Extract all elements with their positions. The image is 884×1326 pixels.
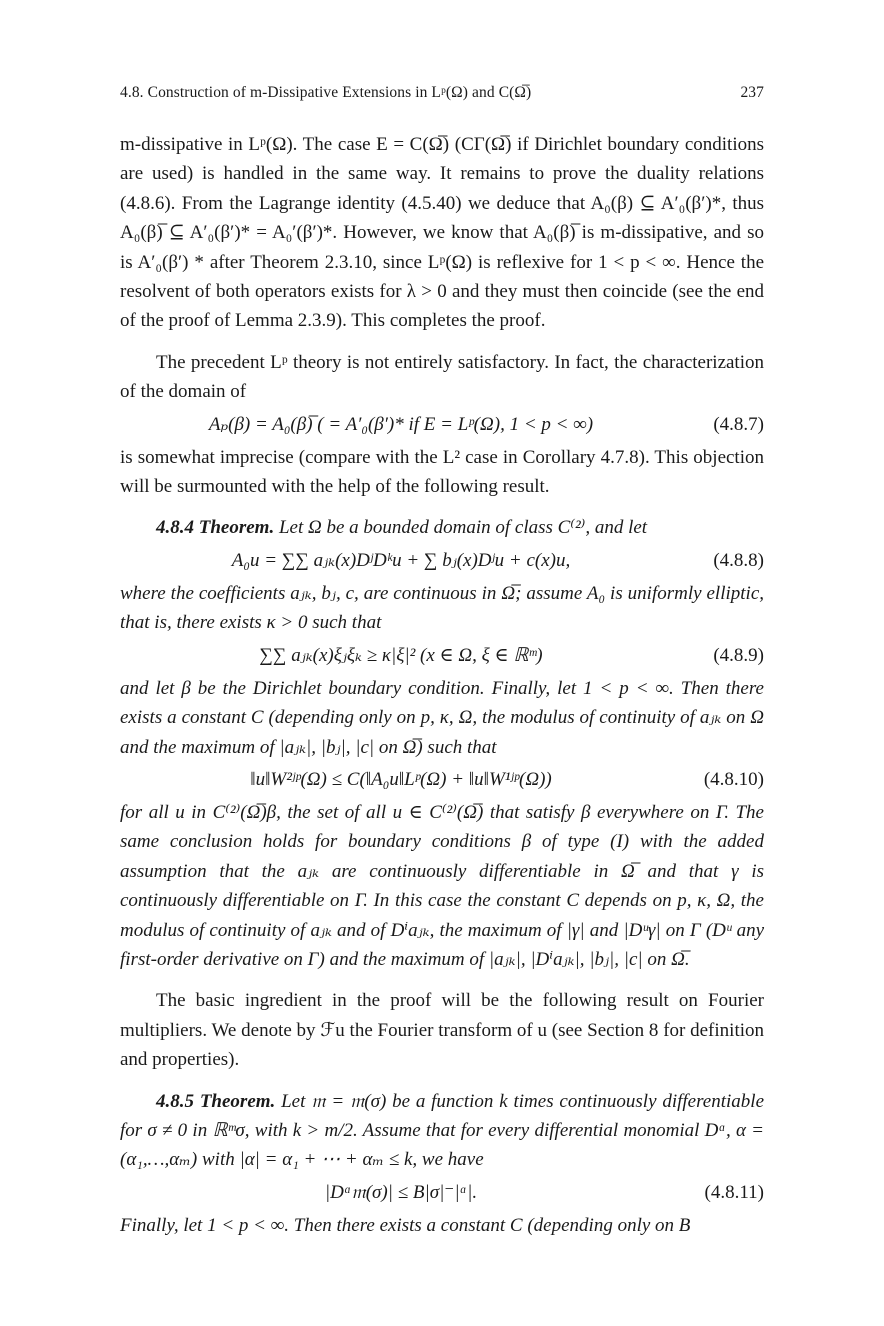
equation-body: A₀u = ∑∑ aⱼₖ(x)DʲDᵏu + ∑ bⱼ(x)Dʲu + c(x)u, bbox=[231, 550, 571, 572]
equation-body: |Dᵅ𝔪(σ)| ≤ B|σ|⁻|ᵅ|. bbox=[324, 1182, 478, 1204]
page-body bbox=[120, 130, 764, 1240]
paragraph-fourier: The basic ingredient in the proof will be the following result on Fourier multipliers. We denote by ℱu the Fourier transform of u (see Section 8 for definition and properties). bbox=[120, 990, 764, 1071]
equation-number: (4.8.8) bbox=[713, 550, 764, 572]
theorem-text: and let β be the Dirichlet boundary condition. Finally, let 1 < p < ∞. Then there exists a constant C (depending only on p, κ, Ω, the modulus of continuity of aⱼₖ on Ω and the maximum of |aⱼₖ|, |bⱼ|, |c| on Ω̅) such that bbox=[120, 677, 764, 758]
equation-body: ‖u‖W²ʲᵖ(Ω) ≤ C(‖A₀u‖Lᵖ(Ω) + ‖u‖W¹ʲᵖ(Ω)) bbox=[250, 769, 552, 791]
theorem-text: Let Ω be a bounded domain of class C⁽²⁾, and let bbox=[278, 517, 648, 539]
paragraph-imprecise: is somewhat imprecise (compare with the L² case in Corollary 4.7.8). This objection will be surmounted with the help of the following result. bbox=[120, 446, 764, 498]
theorem-4-8-4 bbox=[120, 513, 764, 974]
paragraph-lp-theory: The precedent Lᵖ theory is not entirely satisfactory. In fact, the characterization of the domain of bbox=[120, 351, 764, 403]
equation-number: (4.8.11) bbox=[704, 1182, 764, 1204]
equation-number: (4.8.9) bbox=[713, 644, 764, 666]
running-head bbox=[120, 84, 764, 102]
theorem-heading: 4.8.5 Theorem. bbox=[156, 1090, 276, 1112]
running-head-title: 4.8. Construction of m-Dissipative Extensions in Lᵖ(Ω) and C(Ω̅) bbox=[120, 84, 532, 101]
theorem-4-8-4-intro bbox=[120, 513, 764, 542]
equation-body: Aₚ(β) = A₀(β)̅ ( = A′₀(β′)* if E = Lᵖ(Ω), 1 < p < ∞) bbox=[208, 413, 594, 435]
equation-number: (4.8.10) bbox=[703, 769, 764, 791]
theorem-text: where the coefficients aⱼₖ, bⱼ, c, are continuous in Ω̅; assume A₀ is uniformly elliptic, that is, there exists κ > 0 such that bbox=[120, 582, 764, 634]
equation-number: (4.8.7) bbox=[713, 413, 764, 435]
equation-4-8-8 bbox=[120, 543, 764, 579]
equation-4-8-11 bbox=[120, 1175, 764, 1211]
theorem-text: for all u in C⁽²⁾(Ω̅)β, the set of all u ∈ C⁽²⁾(Ω̅) that satisfy β everywhere on Γ. The same conclusion holds for boundary conditions β of type (I) with the added assumption that the aⱼₖ are continuously differentiable in Ω̅ and that γ is continuously differentiable on Γ. In this case the constant C depends on p, κ, Ω, the modulus of continuity of aⱼₖ and of Dⁱaⱼₖ, the maximum of |γ| and |Dᵘγ| on Γ (Dᵘ any first-order derivative on Γ) and the maximum of |aⱼₖ|, |Dⁱaⱼₖ|, |bⱼ|, |c| on Ω̅. bbox=[120, 801, 764, 970]
page-number: 237 bbox=[740, 84, 764, 101]
theorem-4-8-5-intro bbox=[120, 1087, 764, 1175]
theorem-4-8-5 bbox=[120, 1087, 764, 1241]
theorem-text: Let 𝔪 = 𝔪(σ) be a function k times continuously differentiable for σ ≠ 0 in ℝᵐσ, with k > m/2. Assume that for every differential monomial Dᵅ, α = (α₁,…,αₘ) with |α| = α₁ + ⋯ + αₘ ≤ k, we have bbox=[120, 1090, 764, 1171]
equation-4-8-9 bbox=[120, 638, 764, 674]
equation-4-8-7 bbox=[120, 407, 764, 443]
paragraph-proof-end: m-dissipative in Lᵖ(Ω). The case E = C(Ω̅) (CΓ(Ω̅) if Dirichlet boundary conditions are used) is handled in the same way. It remains to prove the duality relations (4.8.6). From the Lagrange identity (4.5.40) we deduce that A₀(β) ⊆ A′₀(β′)*, thus A₀(β)̅ ⊆ A′₀(β′)* = A₀′(β′)*. However, we know that A₀(β)̅ is m-dissipative, and so is A′₀(β′) * after Theorem 2.3.10, since Lᵖ(Ω) is reflexive for 1 < p < ∞. Hence the resolvent of both operators exists for λ > 0 and they must then coincide (see the end of the proof of Lemma 2.3.9). This completes the proof. bbox=[120, 134, 764, 332]
theorem-heading: 4.8.4 Theorem. bbox=[156, 517, 275, 539]
equation-body: ∑∑ aⱼₖ(x)ξⱼξₖ ≥ κ|ξ|² (x ∈ Ω, ξ ∈ ℝᵐ) bbox=[259, 644, 543, 666]
equation-4-8-10 bbox=[120, 762, 764, 798]
theorem-text: Finally, let 1 < p < ∞. Then there exists a constant C (depending only on B bbox=[120, 1214, 691, 1236]
